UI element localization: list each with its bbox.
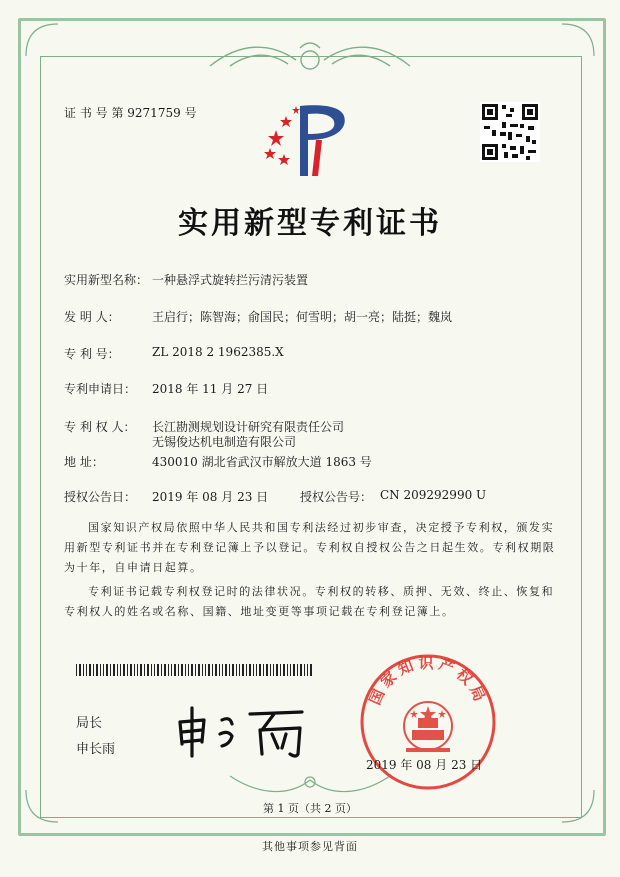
patent-number-value: ZL 2018 2 1962385.X [152, 345, 284, 359]
director-name: 申长雨 [76, 742, 116, 757]
footer-note: 其他事项参见背面 [262, 840, 358, 853]
inventor-label: 发 明 人： [64, 310, 120, 324]
inventor-value: 王启行；陈智海；俞国民；何雪明；胡一亮；陆挺；魏岚 [152, 310, 453, 324]
patentee-value-2: 无锡俊达机电制造有限公司 [152, 435, 297, 449]
address-value: 430010 湖北省武汉市解放大道 1863 号 [152, 455, 372, 469]
top-ornament-icon [200, 38, 420, 74]
patentee-label: 专 利 权 人： [64, 420, 136, 434]
qr-code-icon [480, 102, 540, 162]
grant-number-label: 授权公告号： [300, 490, 373, 504]
patent-number-label: 专 利 号： [64, 347, 120, 361]
handwritten-signature-icon [170, 700, 310, 760]
application-date-label: 专利申请日： [64, 382, 137, 396]
certificate-title: 实用新型专利证书 [178, 206, 442, 241]
grant-date-value: 2019 年 08 月 23 日 [152, 490, 269, 504]
svg-text:国家知识产权局: 国家知识产权局 [365, 654, 491, 708]
director-title: 局长 [76, 716, 103, 731]
corner-ornament-icon [22, 20, 62, 60]
seal-date: 2019 年 08 月 23 日 [366, 758, 483, 772]
patentee-value-1: 长江勘测规划设计研究有限责任公司 [152, 420, 345, 434]
certificate-number-label: 证 书 号 第 [64, 106, 124, 120]
utility-model-name-label: 实用新型名称： [64, 273, 149, 287]
utility-model-name-value: 一种悬浮式旋转拦污清污装置 [152, 273, 309, 287]
address-label: 地 址： [64, 455, 104, 469]
legal-status-paragraph: 专利证书记载专利权登记时的法律状况。专利权的转移、质押、无效、终止、恢复和专利权人的姓名或名称、国籍、地址变更等事项记载在专利登记簿上。 [64, 585, 555, 618]
grant-statement-paragraph: 国家知识产权局依照中华人民共和国专利法经过初步审查，决定授予专利权，颁发实用新型专利证书并在专利登记簿上予以登记。专利权自授权公告之日起生效。专利权期限为十年，自申请日起算。 [64, 521, 556, 574]
application-date-value: 2018 年 11 月 27 日 [152, 382, 269, 396]
certificate-number [64, 106, 197, 120]
grant-date-label: 授权公告日： [64, 490, 137, 504]
cnipa-logo-icon [256, 100, 360, 180]
certificate-number-suffix: 号 [184, 106, 197, 120]
page-number: 第 1 页（共 2 页） [263, 802, 357, 815]
barcode-icon [76, 664, 312, 676]
corner-ornament-icon [558, 20, 598, 60]
certificate-number-value: 9271759 [127, 106, 181, 120]
grant-number-value: CN 209292990 U [380, 488, 487, 502]
